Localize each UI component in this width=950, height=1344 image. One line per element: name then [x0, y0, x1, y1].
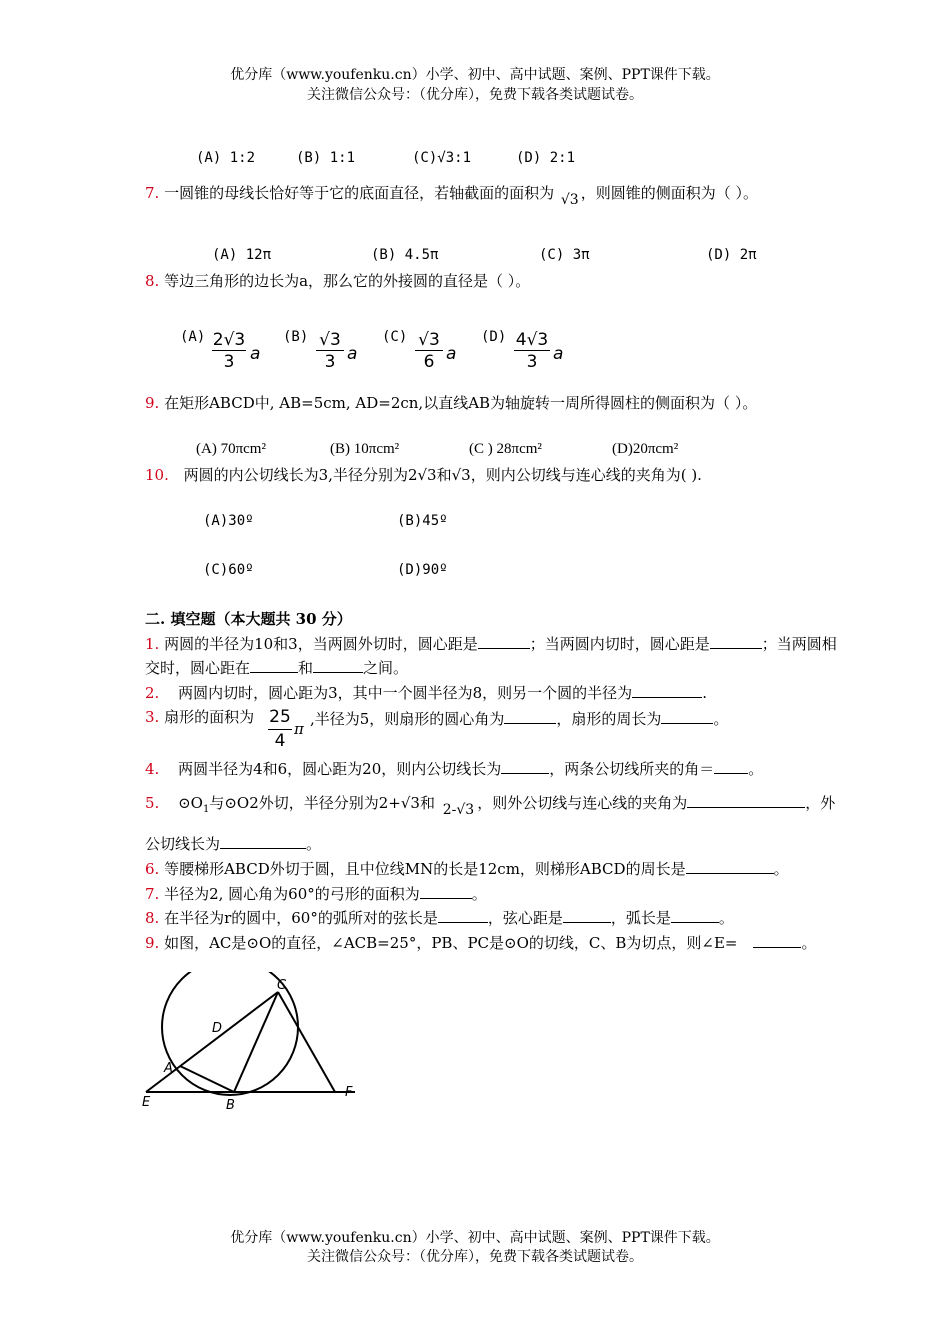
- q8-number: 8.: [145, 272, 160, 290]
- fill-3-part-b: ,半径为5，则扇形的圆心角为: [310, 710, 505, 728]
- fill-2-number: 2.: [145, 684, 160, 702]
- figure-label-b: B: [226, 1098, 235, 1112]
- footer-line-2: 关注微信公众号：（优分库），免费下载各类试题试卷。: [307, 1249, 643, 1265]
- q7-tail: ，则圆锥的侧面积为（ ）。: [580, 184, 758, 202]
- q7-option-b: (B) 4.5π: [371, 247, 439, 263]
- fill-5-part-c: 2-√3: [442, 802, 475, 818]
- q8-option-b-fraction: [316, 330, 360, 373]
- q9-question: [145, 393, 757, 413]
- q8-b-numerator: √3: [319, 330, 341, 350]
- fill-8-blank-2[interactable]: [563, 906, 611, 923]
- q9-option-b: (B) 10πcm²: [330, 441, 400, 457]
- fill-5-line-2: [145, 832, 321, 854]
- fill-1-number: 1.: [145, 635, 160, 653]
- q9-option-a: (A) 70πcm²: [196, 441, 266, 457]
- q9-text: 在矩形ABCD中, AB=5cm, AD=2cn,以直线AB为轴旋转一周所得圆柱的侧面积为（ ）。: [164, 394, 758, 412]
- q8-a-numerator: 2√3: [212, 330, 246, 350]
- q7-number: 7.: [145, 184, 160, 202]
- q7-option-d: (D) 2π: [706, 247, 757, 263]
- q8-option-d-fraction: [514, 330, 568, 373]
- q10-option-c: (C)60º: [203, 562, 254, 578]
- figure-line-ab: [180, 1066, 234, 1092]
- q8-d-var: a: [553, 344, 564, 364]
- fill-5-sub-1: 1: [202, 804, 210, 815]
- q10-question: [145, 465, 702, 485]
- fill-4-part-c: 。: [748, 760, 764, 778]
- fill-3-rest: [310, 707, 728, 729]
- fill-9: [145, 931, 816, 953]
- fill-6-number: 6.: [145, 860, 160, 878]
- q6-option-b: (B) 1:1: [296, 150, 356, 166]
- q6-option-d: (D) 2:1: [516, 150, 576, 166]
- q10-text: 两圆的内公切线长为3,半径分别为2√3和√3，则内公切线与连心线的夹角为( ).: [183, 466, 702, 484]
- fill-3-frac-num: 25: [269, 707, 291, 727]
- q8-d-numerator: 4√3: [515, 330, 549, 350]
- fill-1-part-d: 交时，圆心距在: [145, 659, 251, 677]
- q8-question: [145, 271, 530, 291]
- fill-8: [145, 906, 734, 928]
- q8-option-a-label: (A): [180, 329, 206, 345]
- fill-7-number: 7.: [145, 885, 160, 903]
- figure-label-c: C: [277, 978, 287, 993]
- fill-2-part-a: 两圆内切时，圆心距为3，其中一个圆半径为8，则另一个圆的半径为: [178, 684, 633, 702]
- fill-8-blank-1[interactable]: [438, 906, 488, 923]
- fill-7-part-b: 。: [471, 885, 487, 903]
- fill-3-blank-1[interactable]: [504, 707, 556, 724]
- fill-7: [145, 882, 487, 904]
- fill-1-part-e: 和: [298, 659, 314, 677]
- geometry-figure: [140, 972, 370, 1112]
- fill-7-part-a: 半径为2, 圆心角为60°的弓形的面积为: [164, 885, 420, 903]
- fill-8-part-c: ，弧长是: [610, 909, 671, 927]
- q8-option-c-fraction: [415, 330, 459, 373]
- fill-3-part-d: 。: [713, 710, 729, 728]
- fill-8-number: 8.: [145, 909, 160, 927]
- q8-option-c-label: (C): [382, 329, 408, 345]
- q7-question: [145, 183, 758, 208]
- q6-option-c: (C)√3:1: [412, 150, 472, 166]
- figure-line-cf: [278, 992, 335, 1092]
- fill-5-number: 5.: [145, 794, 160, 812]
- fill-9-part-a: 如图，AC是⊙O的直径，∠ACB=25°，PB、PC是⊙O的切线，C、B为切点，则∠E=: [164, 934, 738, 952]
- fill-1-part-a: 两圆的半径为10和3，当两圆外切时，圆心距是: [164, 635, 478, 653]
- q8-option-a-fraction: [212, 330, 262, 373]
- q7-option-c: (C) 3π: [539, 247, 590, 263]
- fill-3: [145, 707, 254, 727]
- q9-option-c: (C ) 28πcm²: [469, 441, 542, 457]
- fill-6: [145, 857, 789, 879]
- fill-3-part-c: ，扇形的周长为: [556, 710, 662, 728]
- fill-5-part-f: 公切线长为: [145, 835, 221, 853]
- q8-option-b-label: (B): [283, 329, 309, 345]
- fill-5-part-e: ，外: [805, 794, 836, 812]
- fill-3-number: 3.: [145, 708, 160, 726]
- q10-option-b: (B)45º: [397, 513, 448, 529]
- fill-3-frac-den: 4: [274, 731, 286, 751]
- fill-9-part-b: 。: [801, 934, 817, 952]
- header-line-1: 优分库（www.youfenku.cn）小学、初中、高中试题、案例、PPT课件下载。: [230, 67, 720, 83]
- q10-option-d: (D)90º: [397, 562, 448, 578]
- fill-4-number: 4.: [145, 760, 160, 778]
- fill-4-blank-2[interactable]: [714, 757, 748, 774]
- fill-9-number: 9.: [145, 934, 160, 952]
- fill-4-blank-1[interactable]: [501, 757, 549, 774]
- q8-a-denominator: 3: [212, 350, 246, 373]
- fill-5-line-1: [145, 791, 835, 820]
- fill-1-line-2: [145, 656, 408, 678]
- fill-5-part-b: 与⊙O2外切，半径分别为2+√3和: [209, 794, 435, 812]
- fill-8-part-d: 。: [718, 909, 734, 927]
- fill-4: [145, 757, 763, 779]
- fill-1-part-c: ；当两圆相: [761, 635, 837, 653]
- fill-5-blank-2[interactable]: [220, 832, 306, 849]
- fill-3-pi: π: [294, 720, 304, 738]
- q8-c-var: a: [446, 344, 457, 364]
- fill-1-blank-2[interactable]: [710, 632, 762, 649]
- q8-d-denominator: 3: [514, 350, 550, 373]
- q6-option-a: (A) 1:2: [196, 150, 256, 166]
- q8-text: 等边三角形的边长为a，那么它的外接圆的直径是（ ）。: [164, 272, 531, 290]
- fill-3-part-a: 扇形的面积为: [164, 708, 255, 726]
- fill-6-part-a: 等腰梯形ABCD外切于圆，且中位线MN的长是12cm，则梯形ABCD的周长是: [164, 860, 686, 878]
- q8-b-denominator: 3: [316, 350, 344, 373]
- fill-4-part-b: ，两条公切线所夹的角＝: [549, 760, 715, 778]
- q8-b-var: a: [347, 344, 358, 364]
- q8-option-d-label: (D): [481, 329, 507, 345]
- fill-6-blank[interactable]: [686, 857, 774, 874]
- q7-option-a: (A) 12π: [212, 247, 272, 263]
- figure-label-a: A: [164, 1061, 173, 1076]
- q9-number: 9.: [145, 394, 160, 412]
- q8-a-var: a: [250, 344, 261, 364]
- fill-5-blank-1[interactable]: [687, 791, 805, 808]
- fill-3-fraction: [268, 707, 312, 751]
- fill-1-blank-3[interactable]: [250, 656, 298, 673]
- fill-2: [145, 681, 707, 703]
- fill-1-blank-4[interactable]: [313, 656, 363, 673]
- fill-6-part-b: 。: [773, 860, 789, 878]
- fill-4-part-a: 两圆半径为4和6，圆心距为20，则内公切线长为: [178, 760, 502, 778]
- q9-option-d: (D)20πcm²: [612, 441, 679, 457]
- fill-8-part-b: ，弦心距是: [487, 909, 563, 927]
- fill-1-line-1: [145, 632, 837, 654]
- figure-line-bc: [234, 992, 278, 1092]
- q8-c-denominator: 6: [415, 350, 443, 373]
- fill-8-blank-3[interactable]: [671, 906, 719, 923]
- fill-8-part-a: 在半径为r的圆中，60°的弧所对的弦长是: [164, 909, 438, 927]
- fill-1-part-f: 之间。: [363, 659, 409, 677]
- fill-2-part-b: .: [702, 684, 707, 702]
- fill-7-blank[interactable]: [420, 882, 472, 899]
- fill-1-part-b: ；当两圆内切时，圆心距是: [529, 635, 710, 653]
- figure-label-e: E: [142, 1095, 151, 1110]
- figure-label-f: F: [345, 1085, 353, 1100]
- fill-5-part-g: 。: [306, 835, 322, 853]
- footer-line-1: 优分库（www.youfenku.cn）小学、初中、高中试题、案例、PPT课件下载。: [230, 1230, 720, 1246]
- fill-9-blank[interactable]: [753, 931, 801, 948]
- q8-c-numerator: √3: [418, 330, 440, 350]
- header-line-2: 关注微信公众号：（优分库），免费下载各类试题试卷。: [307, 87, 643, 103]
- q10-number: 10.: [145, 466, 169, 484]
- figure-label-d: D: [212, 1021, 223, 1036]
- fill-5-part-a: ⊙O: [178, 794, 203, 812]
- q7-text: 一圆锥的母线长恰好等于它的底面直径，若轴截面的面积为: [164, 184, 555, 202]
- fill-2-blank[interactable]: [632, 681, 702, 698]
- q10-option-a: (A)30º: [203, 513, 254, 529]
- fill-3-blank-2[interactable]: [661, 707, 713, 724]
- q7-sqrt: √3: [560, 192, 579, 208]
- fill-1-blank-1[interactable]: [478, 632, 530, 649]
- fill-5-part-d: ，则外公切线与连心线的夹角为: [477, 794, 688, 812]
- section-2-title: 二. 填空题（本大题共 30 分）: [145, 610, 352, 628]
